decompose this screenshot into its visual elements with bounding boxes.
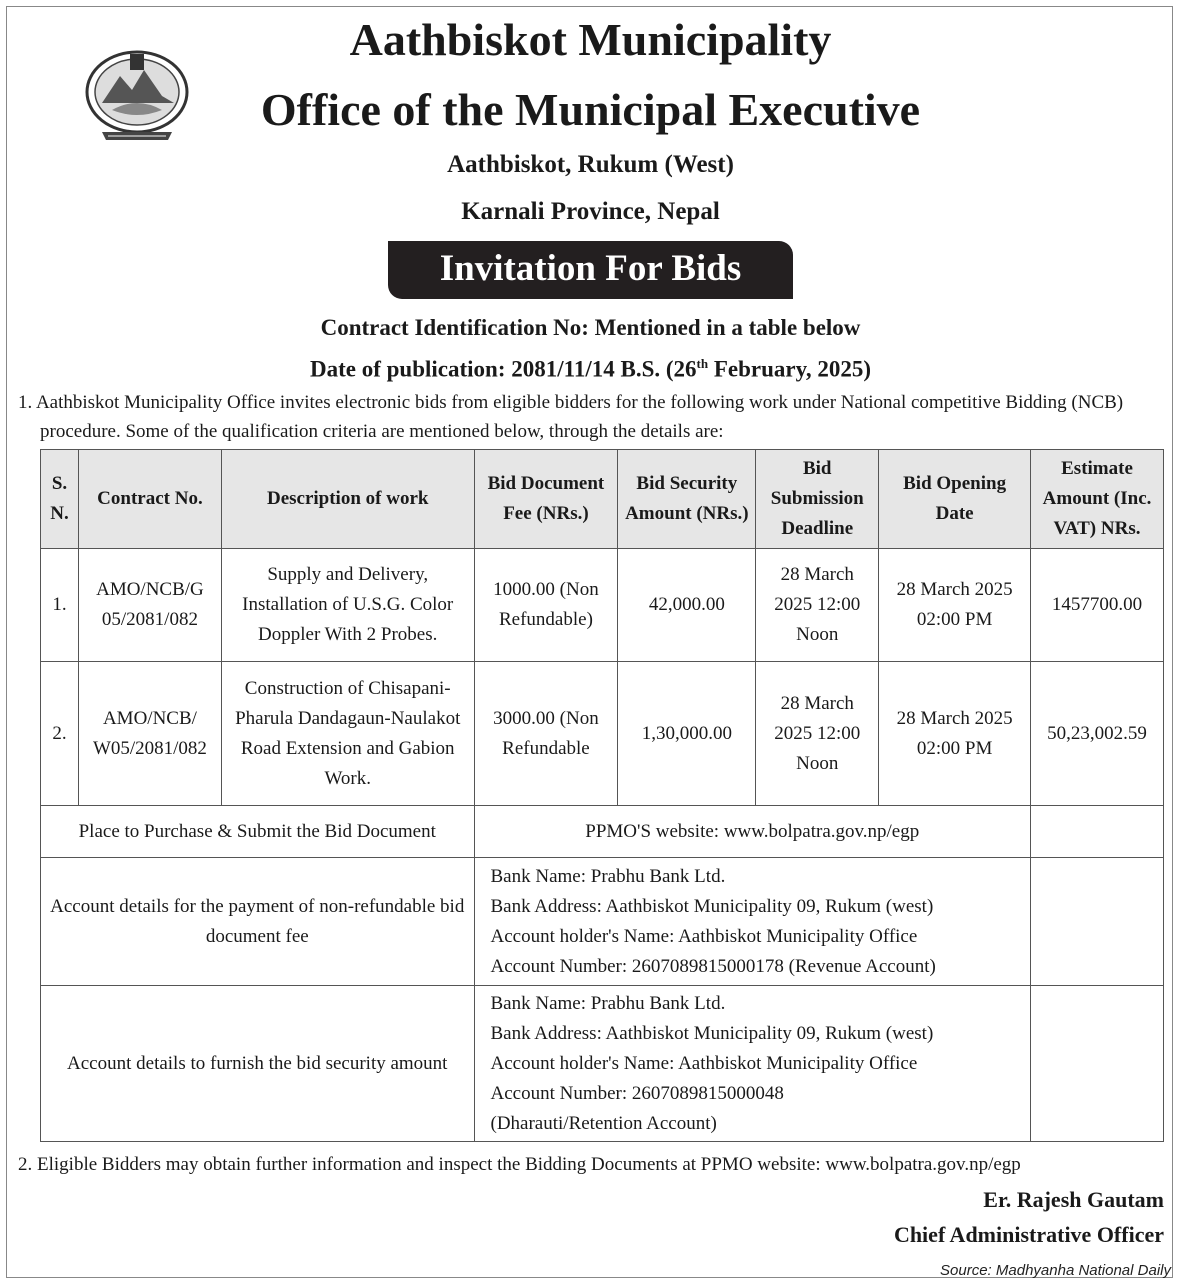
fee-account-details	[474, 858, 1031, 986]
header-opening-date: Bid Opening Date	[879, 450, 1031, 549]
signatory-name: Er. Rajesh Gautam	[983, 1187, 1164, 1212]
cell-contract-no: AMO/NCB/G 05/2081/082	[78, 549, 221, 662]
purchase-label: Place to Purchase & Submit the Bid Document	[41, 806, 475, 858]
purchase-value: PPMO'S website: www.bolpatra.gov.np/egp	[474, 806, 1031, 858]
header-bid-security: Bid Security Amount (NRs.)	[618, 450, 756, 549]
empty-cell	[1031, 858, 1164, 986]
security-account-row	[41, 986, 1164, 1142]
cell-sn: 2.	[41, 662, 79, 806]
cell-fee: 3000.00 (Non Refundable	[474, 662, 618, 806]
cell-opening: 28 March 2025 02:00 PM	[879, 549, 1031, 662]
cell-security: 1,30,000.00	[618, 662, 756, 806]
fee-account-row	[41, 858, 1164, 986]
bank-address: Bank Address: Aathbiskot Municipality 09, Rukum (west)	[490, 1022, 934, 1044]
account-number: Account Number: 2607089815000178 (Revenue Account)	[490, 955, 936, 977]
intro-line-1: 1. Aathbiskot Municipality Office invites electronic bids from eligible bidders for the following work under National competitive Bidding (NCB)	[18, 392, 1124, 413]
fee-account-label: Account details for the payment of non-refundable bid document fee	[41, 858, 475, 986]
office-title: Office of the Municipal Executive	[260, 84, 921, 135]
header-bid-document-fee: Bid Document Fee (NRs.)	[474, 450, 618, 549]
province-line: Karnali Province, Nepal	[461, 198, 720, 225]
publication-date-line: Date of publication: 2081/11/14 B.S. (26th February, 2025)	[309, 356, 872, 382]
account-number: Account Number: 2607089815000048	[490, 1082, 784, 1104]
signatory-title: Chief Administrative Officer	[893, 1222, 1164, 1247]
bids-table	[40, 449, 1164, 1142]
bank-name: Bank Name: Prabhu Bank Ltd.	[490, 992, 726, 1014]
security-account-details	[474, 986, 1031, 1142]
cell-contract-no: AMO/NCB/ W05/2081/082	[78, 662, 221, 806]
cell-description: Supply and Delivery, Installation of U.S.G. Color Doppler With 2 Probes.	[221, 549, 474, 662]
bank-name: Bank Name: Prabhu Bank Ltd.	[490, 865, 726, 887]
account-holder: Account holder's Name: Aathbiskot Municipality Office	[490, 925, 918, 947]
further-information-note: 2. Eligible Bidders may obtain further information and inspect the Bidding Documents at PPMO website: www.bolpatra.gov.np/egp	[18, 1154, 1021, 1175]
address-line: Aathbiskot, Rukum (West)	[447, 151, 734, 178]
invitation-banner: Invitation For Bids	[388, 241, 793, 299]
contract-identification-line: Contract Identification No: Mentioned in a table below	[320, 315, 861, 340]
table-row	[41, 662, 1164, 806]
bank-address: Bank Address: Aathbiskot Municipality 09, Rukum (west)	[490, 895, 934, 917]
cell-estimate: 50,23,002.59	[1031, 662, 1164, 806]
empty-cell	[1031, 986, 1164, 1142]
security-account-label: Account details to furnish the bid security amount	[41, 986, 475, 1142]
header-estimate-amount: Estimate Amount (Inc. VAT) NRs.	[1031, 450, 1164, 549]
cell-sn: 1.	[41, 549, 79, 662]
cell-deadline: 28 March 2025 12:00 Noon	[756, 662, 879, 806]
table-header-row	[41, 450, 1164, 549]
account-holder: Account holder's Name: Aathbiskot Municipality Office	[490, 1052, 918, 1074]
cell-fee: 1000.00 (Non Refundable)	[474, 549, 618, 662]
intro-line-2: procedure. Some of the qualification criteria are mentioned below, through the details are:	[40, 421, 724, 442]
header-submission-deadline: Bid Submission Deadline	[756, 450, 879, 549]
cell-description: Construction of Chisapani-Pharula Dandagaun-Naulakot Road Extension and Gabion Work.	[221, 662, 474, 806]
header-contract-no: Contract No.	[78, 450, 221, 549]
cell-security: 42,000.00	[618, 549, 756, 662]
cell-opening: 28 March 2025 02:00 PM	[879, 662, 1031, 806]
cell-deadline: 28 March 2025 12:00 Noon	[756, 549, 879, 662]
municipality-title: Aathbiskot Municipality	[349, 14, 832, 65]
empty-cell	[1031, 806, 1164, 858]
source-credit: Source: Madhyanha National Daily	[940, 1262, 1171, 1279]
header-sn: S. N.	[41, 450, 79, 549]
cell-estimate: 1457700.00	[1031, 549, 1164, 662]
intro-paragraph	[18, 388, 1168, 446]
purchase-row	[41, 806, 1164, 858]
account-type: (Dharauti/Retention Account)	[490, 1112, 717, 1134]
table-row	[41, 549, 1164, 662]
header-description: Description of work	[221, 450, 474, 549]
